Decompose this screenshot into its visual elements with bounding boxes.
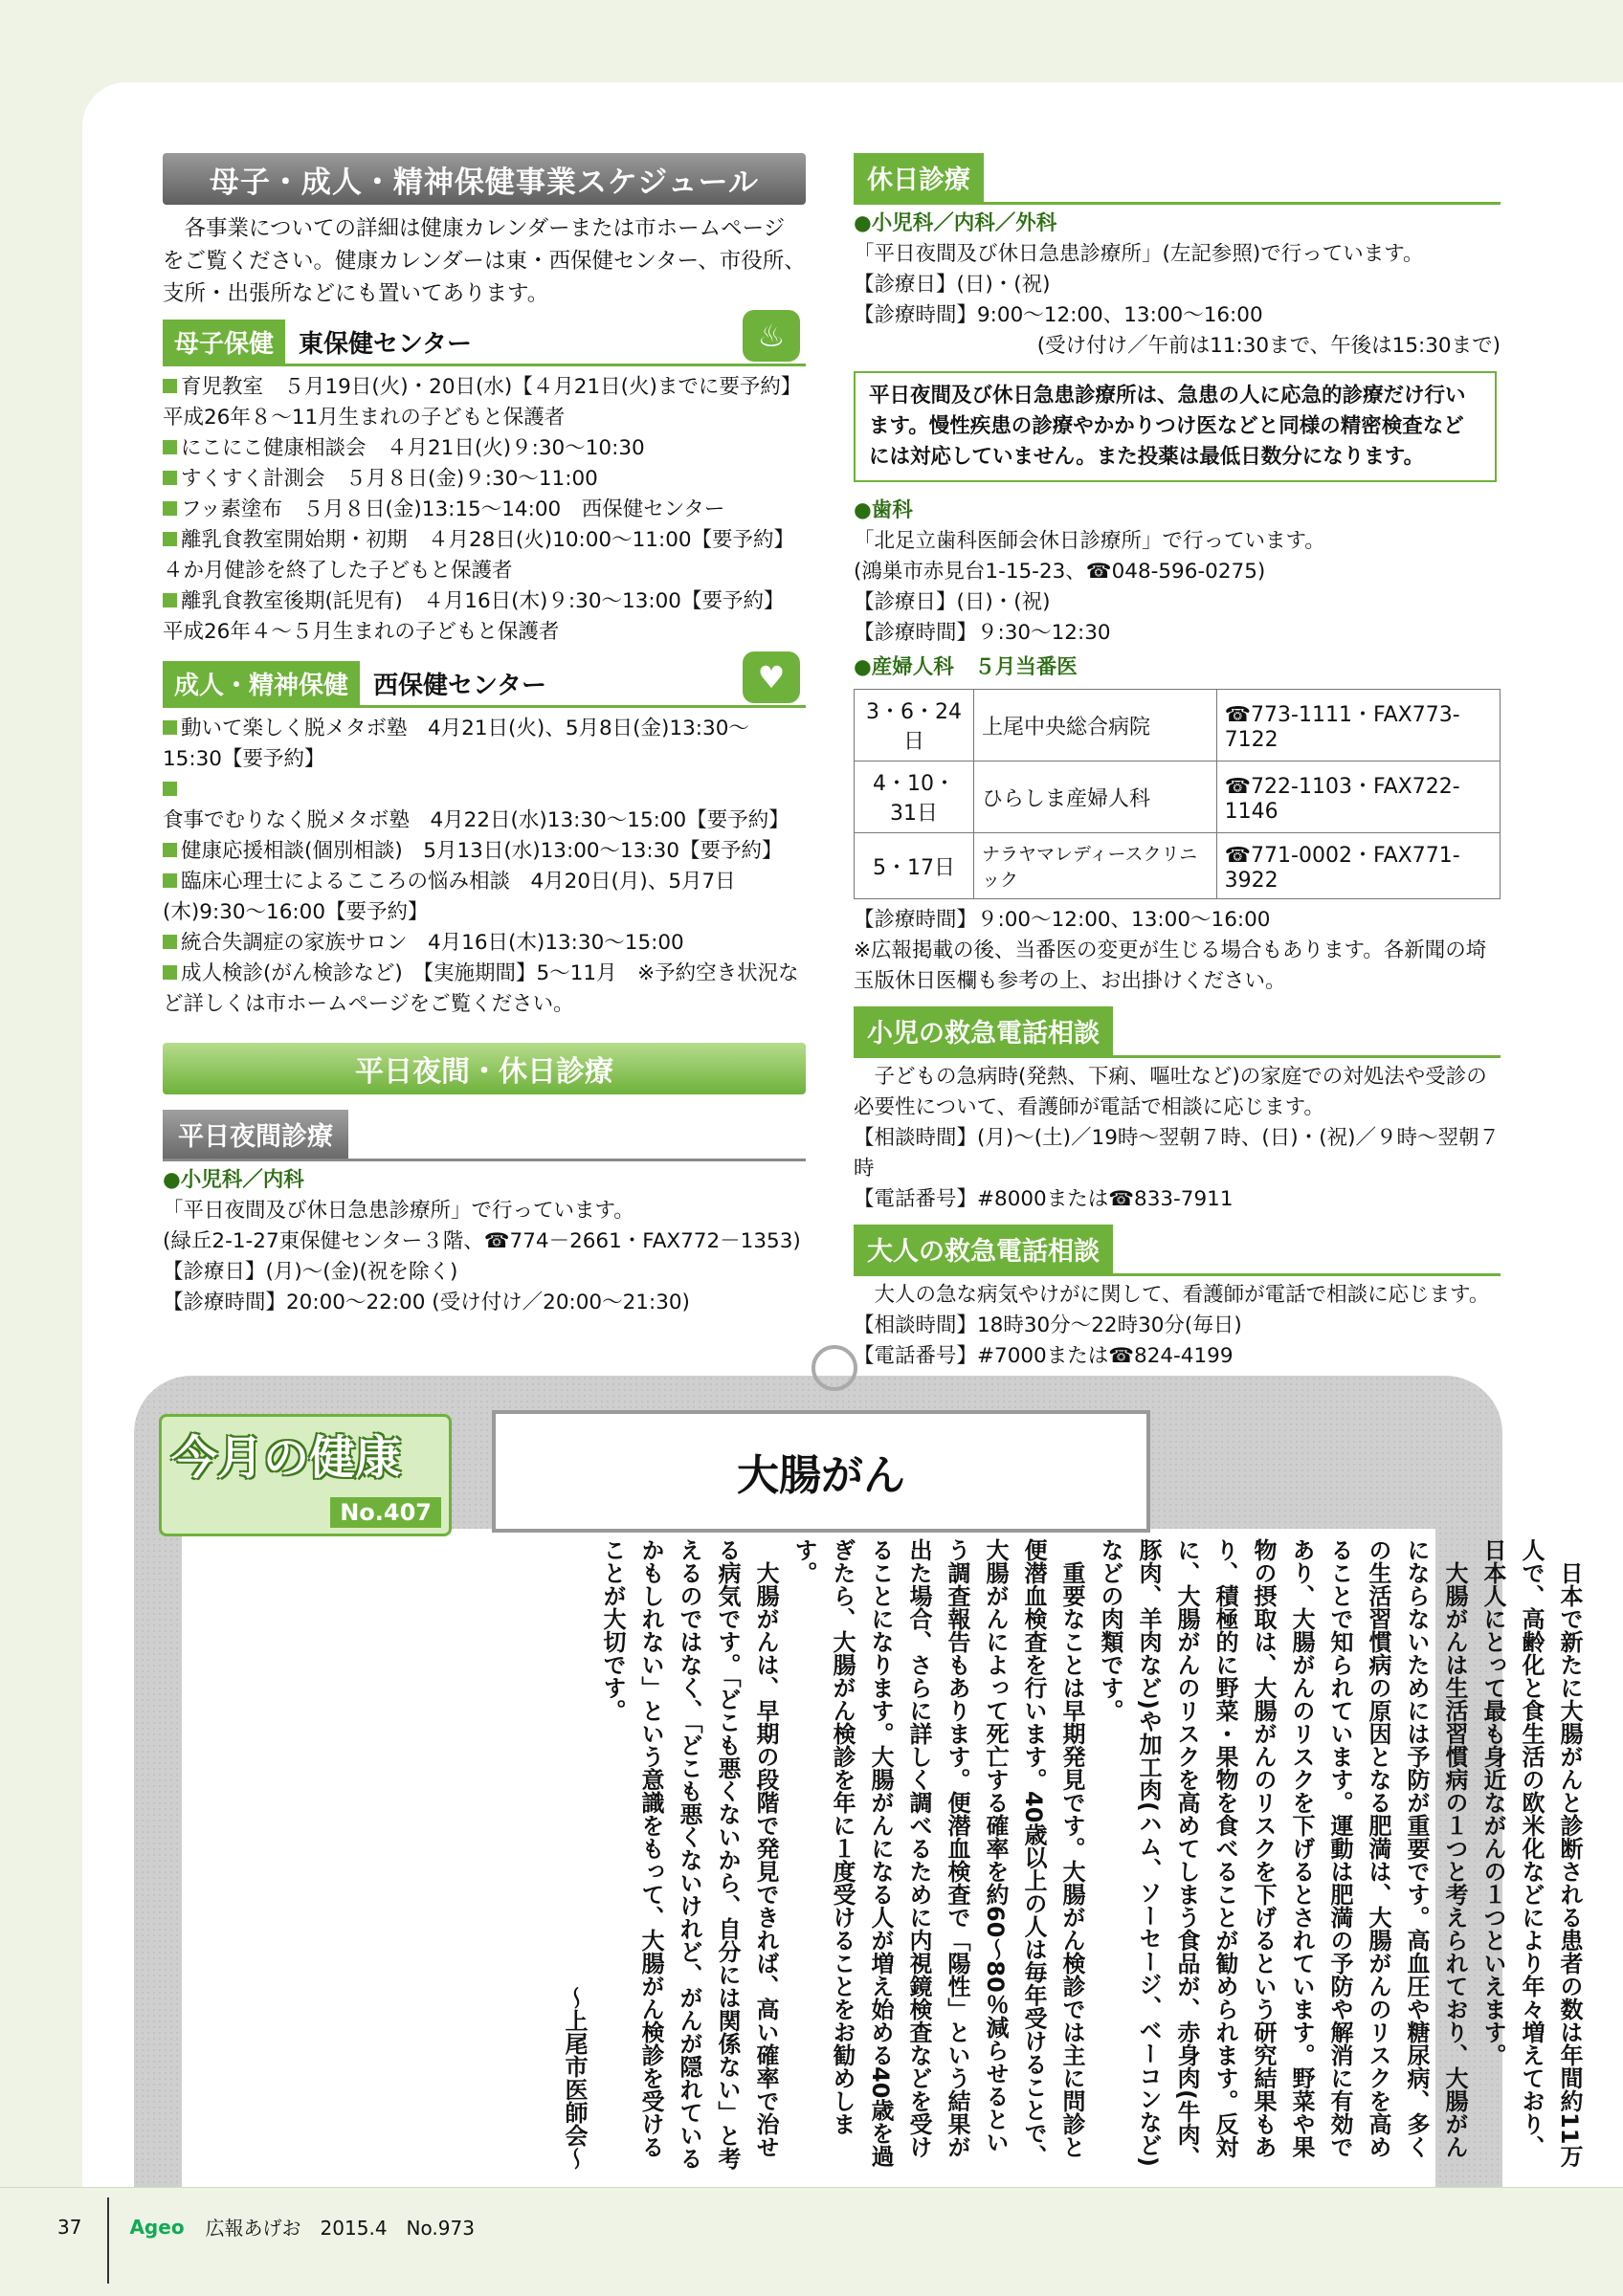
list-item: 統合失調症の家族サロン 4月16日(木)13:30～15:00 <box>163 928 806 959</box>
boshi-list <box>163 372 812 648</box>
kyujitsu-line: 【診療日】(日)・(祝) <box>854 273 1051 297</box>
person-heart-icon: ♥ <box>743 651 800 703</box>
article-title: 大腸がん <box>492 1410 1150 1533</box>
right-column <box>854 153 1501 1372</box>
kyujitsu-note-box <box>854 371 1497 482</box>
shika-line: 「北足立歯科医師会休日診療所」で行っています。 <box>854 529 1325 553</box>
kyujitsu-note: 平日夜間及び休日急患診療所は、急患の人に応急的診療だけ行います。慢性疾患の診療やかかりつけ医などと同様の精密検査などには対応していません。また投薬は最低日数分になります。 <box>869 384 1466 469</box>
boshi-tag: 母子保健 <box>163 320 285 364</box>
sanfujin-line: 【診療時間】９:00～12:00、13:00～16:00 <box>854 908 1271 932</box>
clip-ring <box>812 1345 857 1391</box>
list-item: 育児教室 ５月19日(火)・20日(水)【４月21日(火)までに要予約】 平成26年８～11月生まれの子どもと保護者 <box>163 375 812 430</box>
sanfujin-dept: ●産婦人科 ５月当番医 <box>854 655 1078 679</box>
seijin-tag: 成人・精神保健 <box>163 661 360 705</box>
list-item: 成人検診(がん検診など) 【実施期間】5～11月 ※予約空き状況など詳しくは市ホームページをご覧ください。 <box>163 961 799 1016</box>
shoni-line: 【電話番号】#8000または☎833-7911 <box>854 1187 1234 1211</box>
list-item: にこにこ健康相談会 ４月21日(火)９:30～10:30 <box>163 433 806 464</box>
yakan-kyujitsu-title: 平日夜間・休日診療 <box>163 1043 806 1094</box>
logo-number: No.407 <box>330 1497 441 1528</box>
kyujitsu-line: 「平日夜間及び休日急患診療所」(左記参照)で行っています。 <box>854 242 1424 266</box>
footer <box>57 2213 475 2241</box>
logo-text: 今月の健康 <box>171 1431 402 1485</box>
table-row <box>855 690 1501 762</box>
otona-tab-row <box>854 1225 1501 1276</box>
table-cell: ナラヤマレディースクリニック <box>974 833 1217 899</box>
baby-bottle-icon: ♨ <box>743 310 800 362</box>
kyujitsu-tab: 休日診療 <box>854 153 984 202</box>
health-logo <box>159 1414 452 1536</box>
table-cell: 3・6・24日 <box>855 690 974 762</box>
shoni-text: 子どもの急病時(発熱、下痢、嘔吐など)の家庭での対処法や受診の必要性について、看護師が電話で相談に応じます。 <box>854 1065 1487 1119</box>
yakan-tab: 平日夜間診療 <box>163 1110 348 1159</box>
kyujitsu-dept: ●小児科／内科／外科 <box>854 211 1057 235</box>
list-item: フッ素塗布 ５月８日(金)13:15～14:00 西保健センター <box>163 495 806 525</box>
shoni-tab-row <box>854 1006 1501 1058</box>
boshi-sub: 東保健センター <box>299 329 472 359</box>
table-cell: 上尾中央総合病院 <box>974 690 1217 762</box>
footer-brand: Ageo <box>129 2215 185 2239</box>
otona-line: 【相談時間】18時30分～22時30分(毎日) <box>854 1314 1242 1337</box>
table-cell: ひらしま産婦人科 <box>974 762 1217 833</box>
page-number: 37 <box>57 2215 82 2239</box>
shika-line: 【診療時間】９:30～12:30 <box>854 621 1111 645</box>
seijin-header <box>163 661 806 708</box>
otona-tab: 大人の救急電話相談 <box>854 1225 1113 1273</box>
article-signature: ～上尾市医師会～ <box>561 1986 588 2170</box>
yakan-line: 「平日夜間及び休日急患診療所」で行っています。 <box>163 1199 634 1223</box>
list-item: 臨床心理士によるこころの悩み相談 4月20日(月)、5月7日(木)9:30～16:00【要予約】 <box>163 870 736 924</box>
sanfujin-line: ※広報掲載の後、当番医の変更が生じる場合もあります。各新聞の埼玉版休日医欄も参考の上、お出掛けください。 <box>854 938 1487 993</box>
table-cell: 4・10・31日 <box>855 762 974 833</box>
list-item: 離乳食教室後期(託児有) ４月16日(木)９:30～13:00【要予約】 平成26年４～５月生まれの子どもと保護者 <box>163 589 795 644</box>
yakan-tab-row <box>163 1110 806 1161</box>
list-item: 健康応援相談(個別相談) 5月13日(水)13:00～13:30【要予約】 <box>163 836 806 867</box>
table-cell: ☎773-1111・FAX773-7122 <box>1216 690 1500 762</box>
obgyn-table <box>854 689 1501 899</box>
table-cell: ☎771-0002・FAX771-3922 <box>1216 833 1500 899</box>
shika-line: (鴻巣市赤見台1-15-23、☎048-596-0275) <box>854 560 1266 584</box>
shika-line: 【診療日】(日)・(祝) <box>854 590 1051 614</box>
otona-line: 【電話番号】#7000または☎824-4199 <box>854 1344 1234 1368</box>
schedule-title: 母子・成人・精神保健事業スケジュール <box>163 153 806 205</box>
boshi-header <box>163 320 806 366</box>
health-clipboard <box>124 1376 1583 2187</box>
seijin-list <box>163 714 806 1020</box>
yakan-line: 【診療日】(月)～(金)(祝を除く) <box>163 1260 458 1284</box>
article-paragraph: 重要なことは早期発見です。大腸がん検診では主に問診と便潜血検査を行います。40歳以上の人は毎年受けることで、大腸がんによって死亡する確率を約60～80％減らせるという調査報告もあります。便潜血検査で「陽性」という結果が出た場合、さらに詳しく調べるために内視鏡検査などを受けることになります。大腸がんになる人が増え始める40歳を過ぎたら、大腸がん検診を年に１度受けることをお勧めします。 <box>790 1538 1085 2168</box>
article-paragraph: 大腸がんは、早期の段階で発見できれば、高い確率で治せる病気です。「どこも悪くないから、自分には関係ない」と考えるのではなく、「どこも悪くないけれど、がんが隠れているかもしれない」という意識をもって、大腸がん検診を受けることが大切です。 <box>599 1538 779 2170</box>
table-row <box>855 762 1501 833</box>
article-paragraph: 大腸がんは生活習慣病の１つと考えられており、大腸がんにならないためには予防が重要です。高血圧や糖尿病、多くの生活習慣病の原因となる肥満は、大腸がんのリスクを高めることで知られています。運動は肥満の予防や解消に有効であり、大腸がんのリスクを下げるとされています。野菜や果物の摂取は、大腸がんのリスクを下げるという研究結果もあり、積極的に野菜・果物を食べることが勧められます。反対に、大腸がんのリスクを高めてしまう食品が、赤身肉(牛肉、豚肉、羊肉など)や加工肉(ハム、ソーセージ、ベーコンなど)などの肉類です。 <box>1097 1538 1468 2169</box>
left-column <box>163 153 812 1318</box>
bottom-rule <box>0 2187 1623 2188</box>
seijin-sub: 西保健センター <box>373 671 546 700</box>
footer-issue: 広報あげお 2015.4 No.973 <box>205 2217 475 2240</box>
yakan-dept: ●小児科／内科 <box>163 1168 304 1192</box>
otona-text: 大人の急な病気やけがに関して、看護師が電話で相談に応じます。 <box>874 1283 1490 1307</box>
list-item: 食事でむりなく脱メタボ塾 4月22日(水)13:30～15:00【要予約】 <box>163 775 806 836</box>
kyujitsu-line: (受け付け／午前は11:30まで、午後は15:30まで) <box>1036 334 1501 358</box>
kyujitsu-line: 【診療時間】9:00～12:00、13:00～16:00 <box>854 303 1263 327</box>
table-cell: ☎722-1103・FAX722-1146 <box>1216 762 1500 833</box>
list-item: 離乳食教室開始期・初期 ４月28日(火)10:00～11:00【要予約】 ４か月健診を終了した子どもと保護者 <box>163 528 805 583</box>
footer-divider <box>107 2197 109 2284</box>
article-paragraph: 日本で新たに大腸がんと診断される患者の数は年間約11万人で、高齢化と食生活の欧米化などにより年々増えており、日本人にとって最も身近ながんの１つといえます。 <box>1479 1538 1583 2168</box>
table-row <box>855 833 1501 899</box>
yakan-line: (緑丘2-1-27東保健センター３階、☎774－2661・FAX772－1353) <box>163 1229 801 1253</box>
list-item: すくすく計測会 ５月８日(金)９:30～11:00 <box>163 464 806 495</box>
kyujitsu-tab-row <box>854 153 1501 205</box>
yakan-line: 【診療時間】20:00～22:00 (受け付け／20:00～21:30) <box>163 1291 690 1314</box>
shoni-tab: 小児の救急電話相談 <box>854 1006 1113 1055</box>
table-cell: 5・17日 <box>855 833 974 899</box>
list-item: 動いて楽しく脱メタボ塾 4月21日(火)、5月8日(金)13:30～15:30【要予約】 <box>163 717 749 771</box>
shoni-line: 【相談時間】(月)～(土)／19時～翌朝７時、(日)・(祝)／９時～翌朝７時 <box>854 1126 1500 1181</box>
schedule-intro: 各事業についての詳細は健康カレンダーまたは市ホームページをご覧ください。健康カレンダーは東・西保健センター、市役所、支所・出張所などにも置いてあります。 <box>163 216 806 306</box>
shika-dept: ●歯科 <box>854 498 913 522</box>
article-body <box>268 1538 1589 2170</box>
